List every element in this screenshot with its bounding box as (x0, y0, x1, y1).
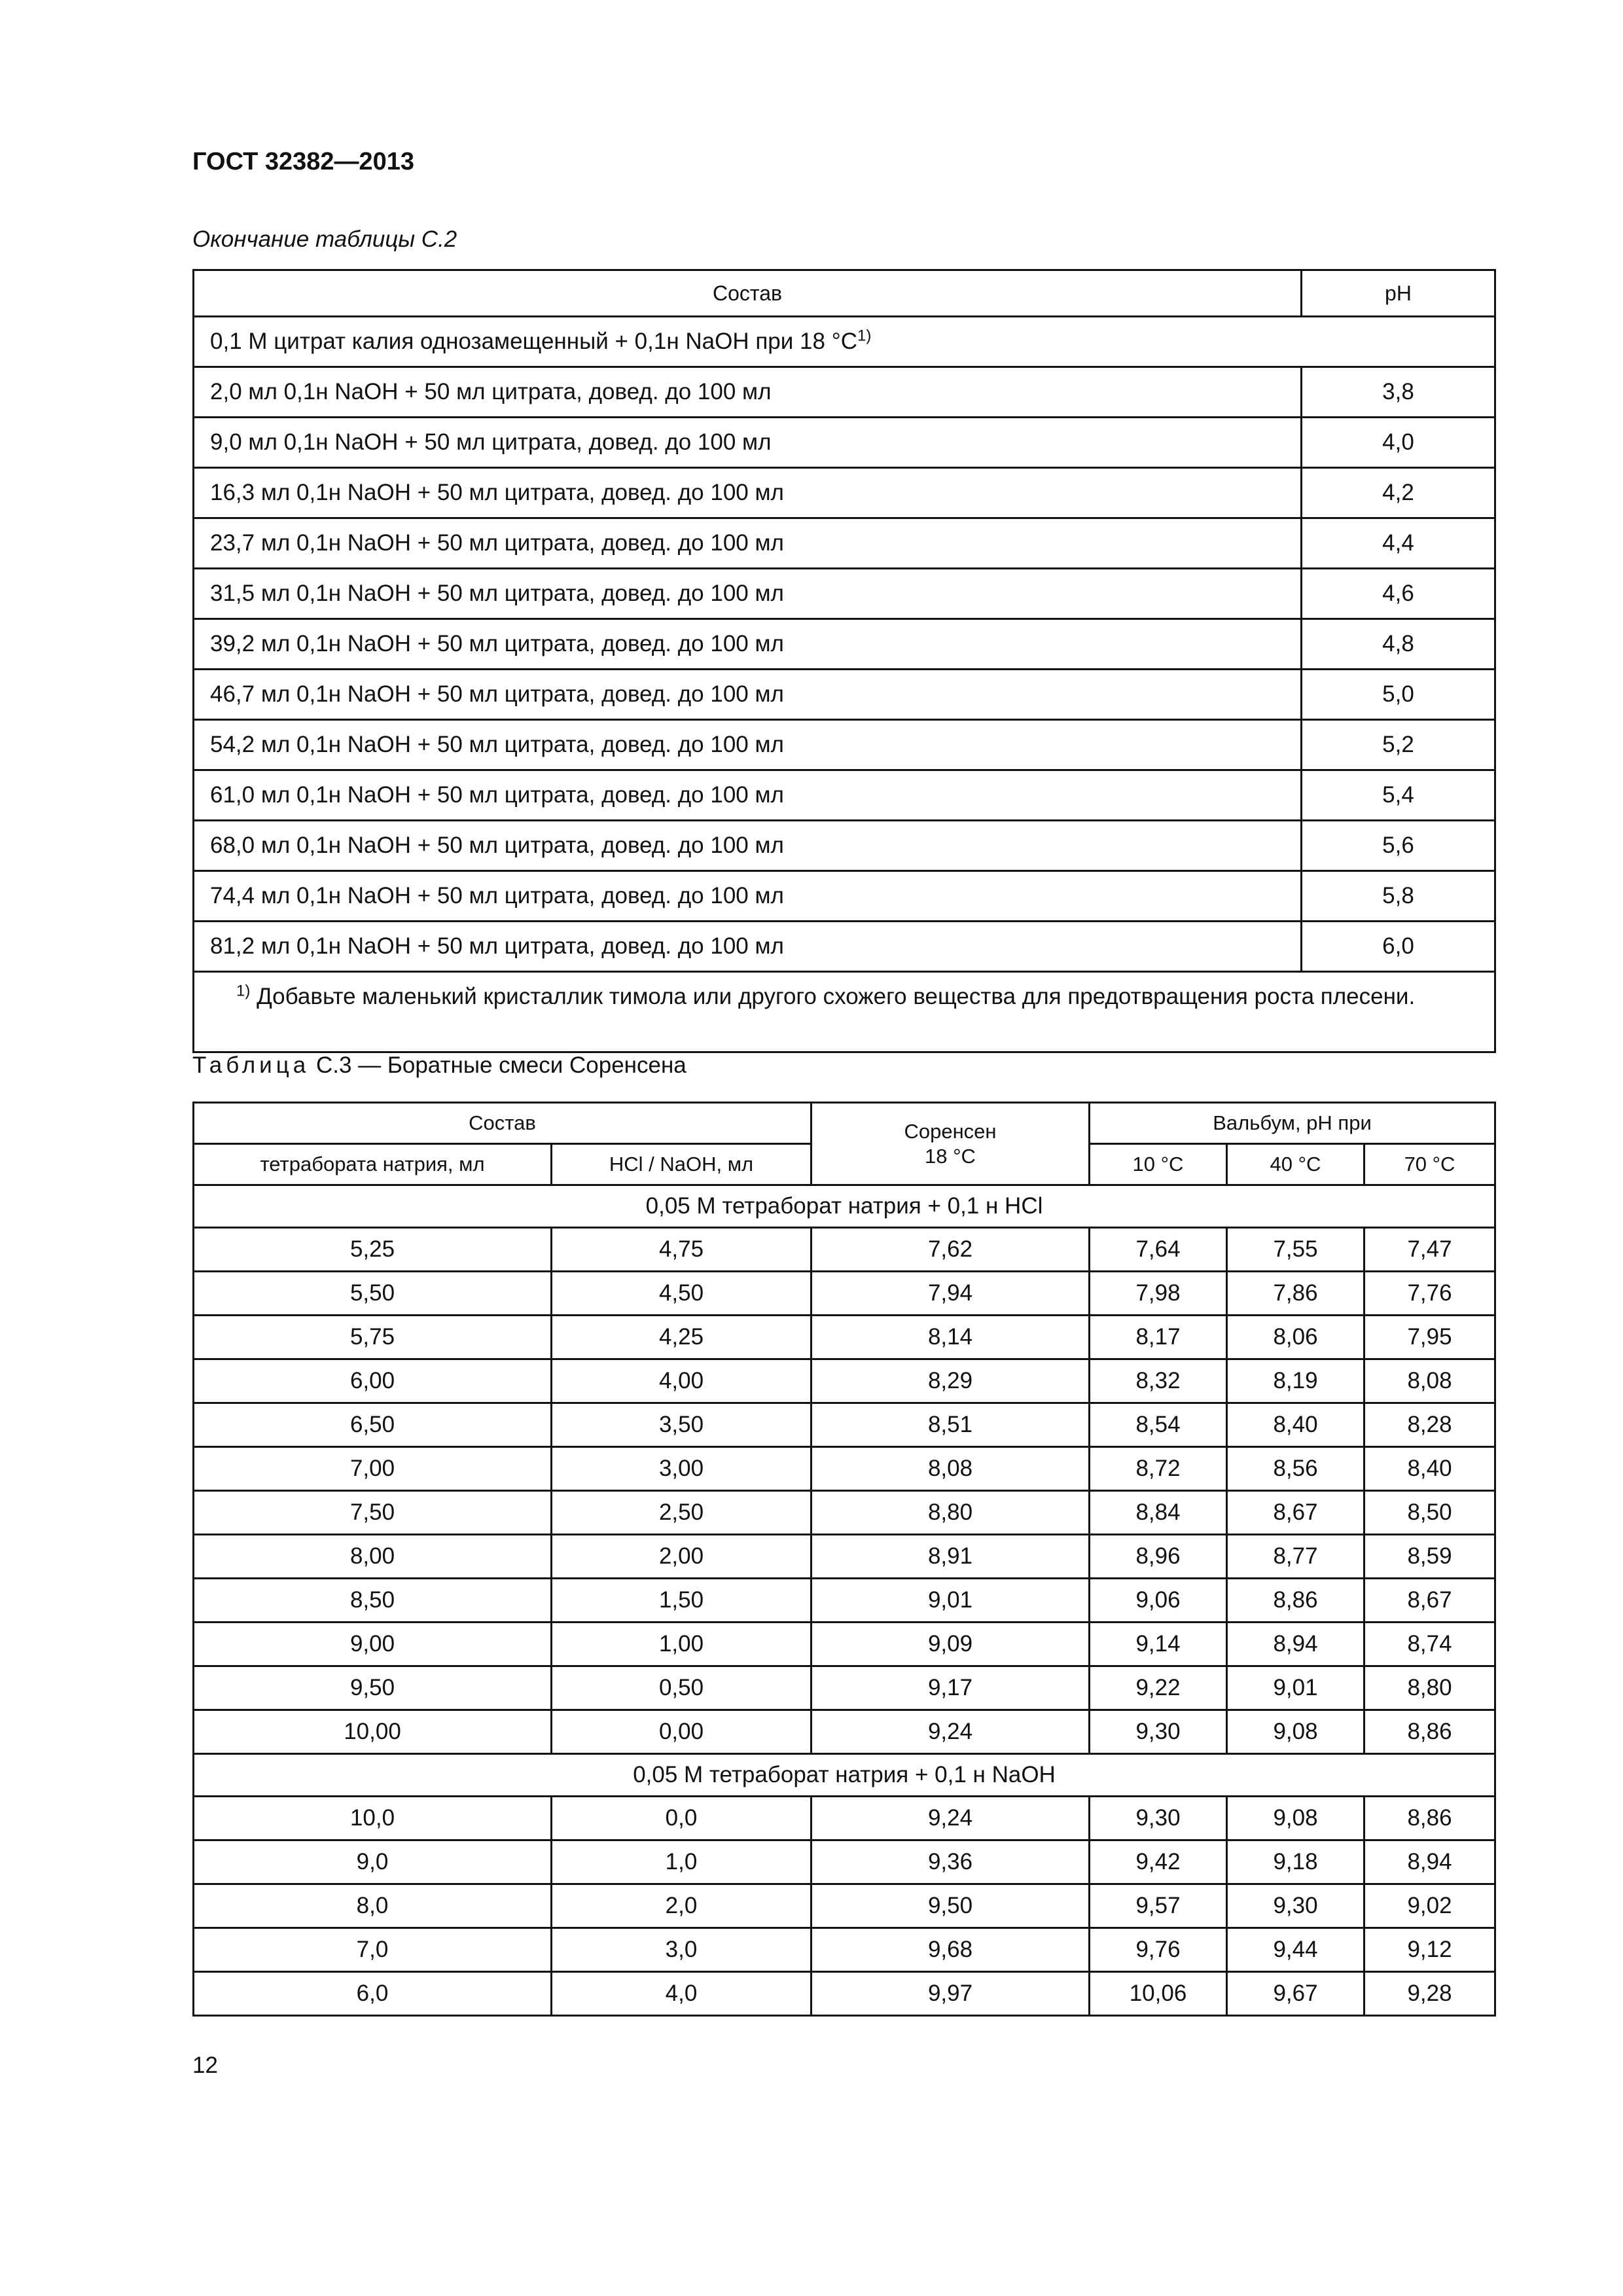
table-row (194, 871, 1495, 922)
cell-walbum-10c: 8,32 (1090, 1359, 1227, 1403)
cell-composition: 74,4 мл 0,1н NaOH + 50 мл цитрата, довед. до 100 мл (194, 871, 1302, 922)
cell-tetraborate: 6,50 (194, 1403, 552, 1447)
cell-tetraborate: 8,00 (194, 1535, 552, 1579)
cell-ph: 5,6 (1302, 821, 1495, 871)
table-row (194, 1228, 1495, 1272)
cell-walbum-70c: 8,59 (1364, 1535, 1495, 1579)
cell-sorensen-18c: 9,68 (812, 1928, 1090, 1972)
cell-walbum-40c: 9,08 (1227, 1797, 1364, 1840)
cell-tetraborate: 8,50 (194, 1579, 552, 1623)
cell-tetraborate: 5,50 (194, 1272, 552, 1316)
table-row (194, 518, 1495, 569)
footnote-mark: 1) (236, 982, 251, 1000)
table-c3-caption (192, 1052, 687, 1079)
group-header-naoh: 0,05 М тетраборат натрия + 0,1 н NaOH (194, 1754, 1495, 1797)
cell-sorensen-18c: 9,17 (812, 1666, 1090, 1710)
cell-composition: 68,0 мл 0,1н NaOH + 50 мл цитрата, довед. до 100 мл (194, 821, 1302, 871)
cell-walbum-70c: 9,12 (1364, 1928, 1495, 1972)
col-header-10c: 10 °С (1090, 1144, 1227, 1185)
cell-composition: 39,2 мл 0,1н NaOH + 50 мл цитрата, довед. до 100 мл (194, 619, 1302, 670)
caption-title: С.3 — Боратные смеси Соренсена (315, 1052, 687, 1078)
cell-sorensen-18c: 9,50 (812, 1884, 1090, 1928)
cell-hcl-naoh: 4,00 (552, 1359, 812, 1403)
cell-ph: 4,2 (1302, 468, 1495, 518)
cell-tetraborate: 5,25 (194, 1228, 552, 1272)
group-label: 0,1 М цитрат калия однозамещенный + 0,1н NaOH при 18 °С (210, 329, 857, 354)
cell-walbum-70c: 8,40 (1364, 1447, 1495, 1491)
cell-sorensen-18c: 8,51 (812, 1403, 1090, 1447)
cell-hcl-naoh: 1,00 (552, 1623, 812, 1666)
cell-sorensen-18c: 8,29 (812, 1359, 1090, 1403)
cell-hcl-naoh: 0,0 (552, 1797, 812, 1840)
cell-walbum-10c: 9,14 (1090, 1623, 1227, 1666)
cell-walbum-70c: 8,80 (1364, 1666, 1495, 1710)
col-header-composition: Состав (194, 270, 1302, 317)
cell-tetraborate: 7,0 (194, 1928, 552, 1972)
cell-walbum-40c: 8,86 (1227, 1579, 1364, 1623)
col-header-hcl-naoh: HCl / NaOH, мл (552, 1144, 812, 1185)
cell-hcl-naoh: 0,50 (552, 1666, 812, 1710)
cell-walbum-70c: 8,86 (1364, 1710, 1495, 1754)
table-row (194, 1403, 1495, 1447)
cell-composition: 31,5 мл 0,1н NaOH + 50 мл цитрата, довед. до 100 мл (194, 569, 1302, 619)
table-row (194, 1491, 1495, 1535)
cell-tetraborate: 8,0 (194, 1884, 552, 1928)
cell-ph: 5,8 (1302, 871, 1495, 922)
cell-walbum-10c: 9,30 (1090, 1710, 1227, 1754)
cell-ph: 5,2 (1302, 720, 1495, 770)
cell-tetraborate: 6,0 (194, 1972, 552, 2016)
cell-ph: 5,0 (1302, 670, 1495, 720)
table-row (194, 1535, 1495, 1579)
cell-walbum-40c: 8,06 (1227, 1316, 1364, 1359)
cell-walbum-10c: 9,22 (1090, 1666, 1227, 1710)
cell-hcl-naoh: 2,50 (552, 1491, 812, 1535)
cell-hcl-naoh: 3,50 (552, 1403, 812, 1447)
cell-tetraborate: 10,00 (194, 1710, 552, 1754)
table-c3 (192, 1102, 1496, 2017)
table-row (194, 569, 1495, 619)
cell-ph: 6,0 (1302, 922, 1495, 972)
cell-walbum-70c: 8,74 (1364, 1623, 1495, 1666)
cell-walbum-70c: 9,28 (1364, 1972, 1495, 2016)
cell-hcl-naoh: 4,0 (552, 1972, 812, 2016)
table-c2-footnote (194, 972, 1495, 1052)
cell-walbum-10c: 8,54 (1090, 1403, 1227, 1447)
cell-walbum-40c: 8,67 (1227, 1491, 1364, 1535)
table-row (194, 1579, 1495, 1623)
cell-hcl-naoh: 4,75 (552, 1228, 812, 1272)
col-header-70c: 70 °С (1364, 1144, 1495, 1185)
cell-ph: 3,8 (1302, 367, 1495, 418)
cell-composition: 23,7 мл 0,1н NaOH + 50 мл цитрата, довед. до 100 мл (194, 518, 1302, 569)
table-row (194, 922, 1495, 972)
col-header-walbum: Вальбум, pH при (1090, 1103, 1495, 1144)
cell-walbum-70c: 8,86 (1364, 1797, 1495, 1840)
cell-walbum-10c: 8,72 (1090, 1447, 1227, 1491)
cell-sorensen-18c: 9,01 (812, 1579, 1090, 1623)
col-header-sorensen (812, 1103, 1090, 1185)
cell-tetraborate: 10,0 (194, 1797, 552, 1840)
cell-walbum-40c: 8,19 (1227, 1359, 1364, 1403)
cell-tetraborate: 9,0 (194, 1840, 552, 1884)
caption-word: Таблица (192, 1052, 310, 1078)
cell-hcl-naoh: 4,50 (552, 1272, 812, 1316)
cell-walbum-40c: 9,01 (1227, 1666, 1364, 1710)
page-number: 12 (192, 2053, 218, 2078)
cell-hcl-naoh: 1,50 (552, 1579, 812, 1623)
table-c2-group-row (194, 317, 1495, 367)
cell-ph: 5,4 (1302, 770, 1495, 821)
col-header-composition: Состав (194, 1103, 812, 1144)
table-row (194, 720, 1495, 770)
table-row (194, 1797, 1495, 1840)
cell-walbum-10c: 7,64 (1090, 1228, 1227, 1272)
cell-walbum-40c: 7,86 (1227, 1272, 1364, 1316)
cell-walbum-10c: 8,84 (1090, 1491, 1227, 1535)
table-row (194, 670, 1495, 720)
cell-sorensen-18c: 9,24 (812, 1710, 1090, 1754)
cell-composition: 16,3 мл 0,1н NaOH + 50 мл цитрата, довед. до 100 мл (194, 468, 1302, 518)
cell-tetraborate: 7,00 (194, 1447, 552, 1491)
table-row (194, 1272, 1495, 1316)
table-row (194, 619, 1495, 670)
cell-walbum-10c: 9,57 (1090, 1884, 1227, 1928)
table-row (194, 1359, 1495, 1403)
table-row (194, 1316, 1495, 1359)
table-row (194, 1884, 1495, 1928)
cell-walbum-70c: 8,67 (1364, 1579, 1495, 1623)
cell-walbum-70c: 9,02 (1364, 1884, 1495, 1928)
table-row (194, 1840, 1495, 1884)
cell-walbum-40c: 7,55 (1227, 1228, 1364, 1272)
cell-ph: 4,6 (1302, 569, 1495, 619)
table-row (194, 1928, 1495, 1972)
col-header-ph: pH (1302, 270, 1495, 317)
page-title: ГОСТ 32382—2013 (192, 148, 415, 175)
table-row (194, 1710, 1495, 1754)
cell-walbum-10c: 10,06 (1090, 1972, 1227, 2016)
cell-composition: 54,2 мл 0,1н NaOH + 50 мл цитрата, довед. до 100 мл (194, 720, 1302, 770)
table-row (194, 1447, 1495, 1491)
table-row (194, 1972, 1495, 2016)
cell-walbum-70c: 8,50 (1364, 1491, 1495, 1535)
table-row (194, 770, 1495, 821)
table-row (194, 821, 1495, 871)
table-row (194, 468, 1495, 518)
cell-sorensen-18c: 9,97 (812, 1972, 1090, 2016)
cell-walbum-40c: 9,08 (1227, 1710, 1364, 1754)
table-c2-caption: Окончание таблицы С.2 (192, 226, 457, 252)
cell-walbum-70c: 7,95 (1364, 1316, 1495, 1359)
cell-hcl-naoh: 0,00 (552, 1710, 812, 1754)
cell-sorensen-18c: 9,24 (812, 1797, 1090, 1840)
cell-hcl-naoh: 3,0 (552, 1928, 812, 1972)
cell-walbum-40c: 9,44 (1227, 1928, 1364, 1972)
cell-walbum-10c: 9,30 (1090, 1797, 1227, 1840)
footnote-text: Добавьте маленький кристаллик тимола или другого схожего вещества для предотвращения роста плесени. (257, 984, 1416, 1009)
cell-walbum-10c: 9,06 (1090, 1579, 1227, 1623)
cell-walbum-70c: 8,08 (1364, 1359, 1495, 1403)
cell-walbum-10c: 8,96 (1090, 1535, 1227, 1579)
cell-walbum-40c: 9,18 (1227, 1840, 1364, 1884)
cell-sorensen-18c: 9,36 (812, 1840, 1090, 1884)
cell-composition: 81,2 мл 0,1н NaOH + 50 мл цитрата, довед. до 100 мл (194, 922, 1302, 972)
table-c2 (192, 269, 1496, 1053)
cell-tetraborate: 5,75 (194, 1316, 552, 1359)
cell-walbum-10c: 9,76 (1090, 1928, 1227, 1972)
cell-tetraborate: 9,50 (194, 1666, 552, 1710)
cell-walbum-10c: 8,17 (1090, 1316, 1227, 1359)
cell-ph: 4,4 (1302, 518, 1495, 569)
cell-ph: 4,8 (1302, 619, 1495, 670)
cell-walbum-70c: 7,47 (1364, 1228, 1495, 1272)
cell-walbum-70c: 7,76 (1364, 1272, 1495, 1316)
cell-walbum-40c: 9,30 (1227, 1884, 1364, 1928)
cell-sorensen-18c: 8,91 (812, 1535, 1090, 1579)
cell-walbum-70c: 8,94 (1364, 1840, 1495, 1884)
cell-sorensen-18c: 7,94 (812, 1272, 1090, 1316)
cell-walbum-40c: 8,94 (1227, 1623, 1364, 1666)
cell-sorensen-18c: 9,09 (812, 1623, 1090, 1666)
cell-walbum-10c: 9,42 (1090, 1840, 1227, 1884)
cell-tetraborate: 6,00 (194, 1359, 552, 1403)
cell-composition: 2,0 мл 0,1н NaOH + 50 мл цитрата, довед. до 100 мл (194, 367, 1302, 418)
cell-sorensen-18c: 8,08 (812, 1447, 1090, 1491)
cell-composition: 61,0 мл 0,1н NaOH + 50 мл цитрата, довед. до 100 мл (194, 770, 1302, 821)
cell-hcl-naoh: 2,00 (552, 1535, 812, 1579)
group-header-hcl: 0,05 М тетраборат натрия + 0,1 н HCl (194, 1185, 1495, 1228)
footnote-reference: 1) (857, 327, 872, 345)
cell-walbum-40c: 8,40 (1227, 1403, 1364, 1447)
cell-composition: 46,7 мл 0,1н NaOH + 50 мл цитрата, довед. до 100 мл (194, 670, 1302, 720)
table-row (194, 418, 1495, 468)
cell-sorensen-18c: 8,14 (812, 1316, 1090, 1359)
table-row (194, 1666, 1495, 1710)
table-row (194, 1623, 1495, 1666)
cell-ph: 4,0 (1302, 418, 1495, 468)
cell-walbum-40c: 9,67 (1227, 1972, 1364, 2016)
cell-sorensen-18c: 7,62 (812, 1228, 1090, 1272)
cell-tetraborate: 7,50 (194, 1491, 552, 1535)
cell-walbum-70c: 8,28 (1364, 1403, 1495, 1447)
sorensen-label: Соренсен (904, 1119, 997, 1143)
table-row (194, 367, 1495, 418)
cell-walbum-10c: 7,98 (1090, 1272, 1227, 1316)
cell-sorensen-18c: 8,80 (812, 1491, 1090, 1535)
cell-hcl-naoh: 4,25 (552, 1316, 812, 1359)
col-header-40c: 40 °С (1227, 1144, 1364, 1185)
cell-tetraborate: 9,00 (194, 1623, 552, 1666)
cell-composition: 9,0 мл 0,1н NaOH + 50 мл цитрата, довед. до 100 мл (194, 418, 1302, 468)
cell-hcl-naoh: 2,0 (552, 1884, 812, 1928)
col-header-tetraborate: тетрабората натрия, мл (194, 1144, 552, 1185)
cell-hcl-naoh: 3,00 (552, 1447, 812, 1491)
sorensen-temp: 18 °С (925, 1144, 976, 1168)
cell-walbum-40c: 8,56 (1227, 1447, 1364, 1491)
cell-walbum-40c: 8,77 (1227, 1535, 1364, 1579)
cell-hcl-naoh: 1,0 (552, 1840, 812, 1884)
